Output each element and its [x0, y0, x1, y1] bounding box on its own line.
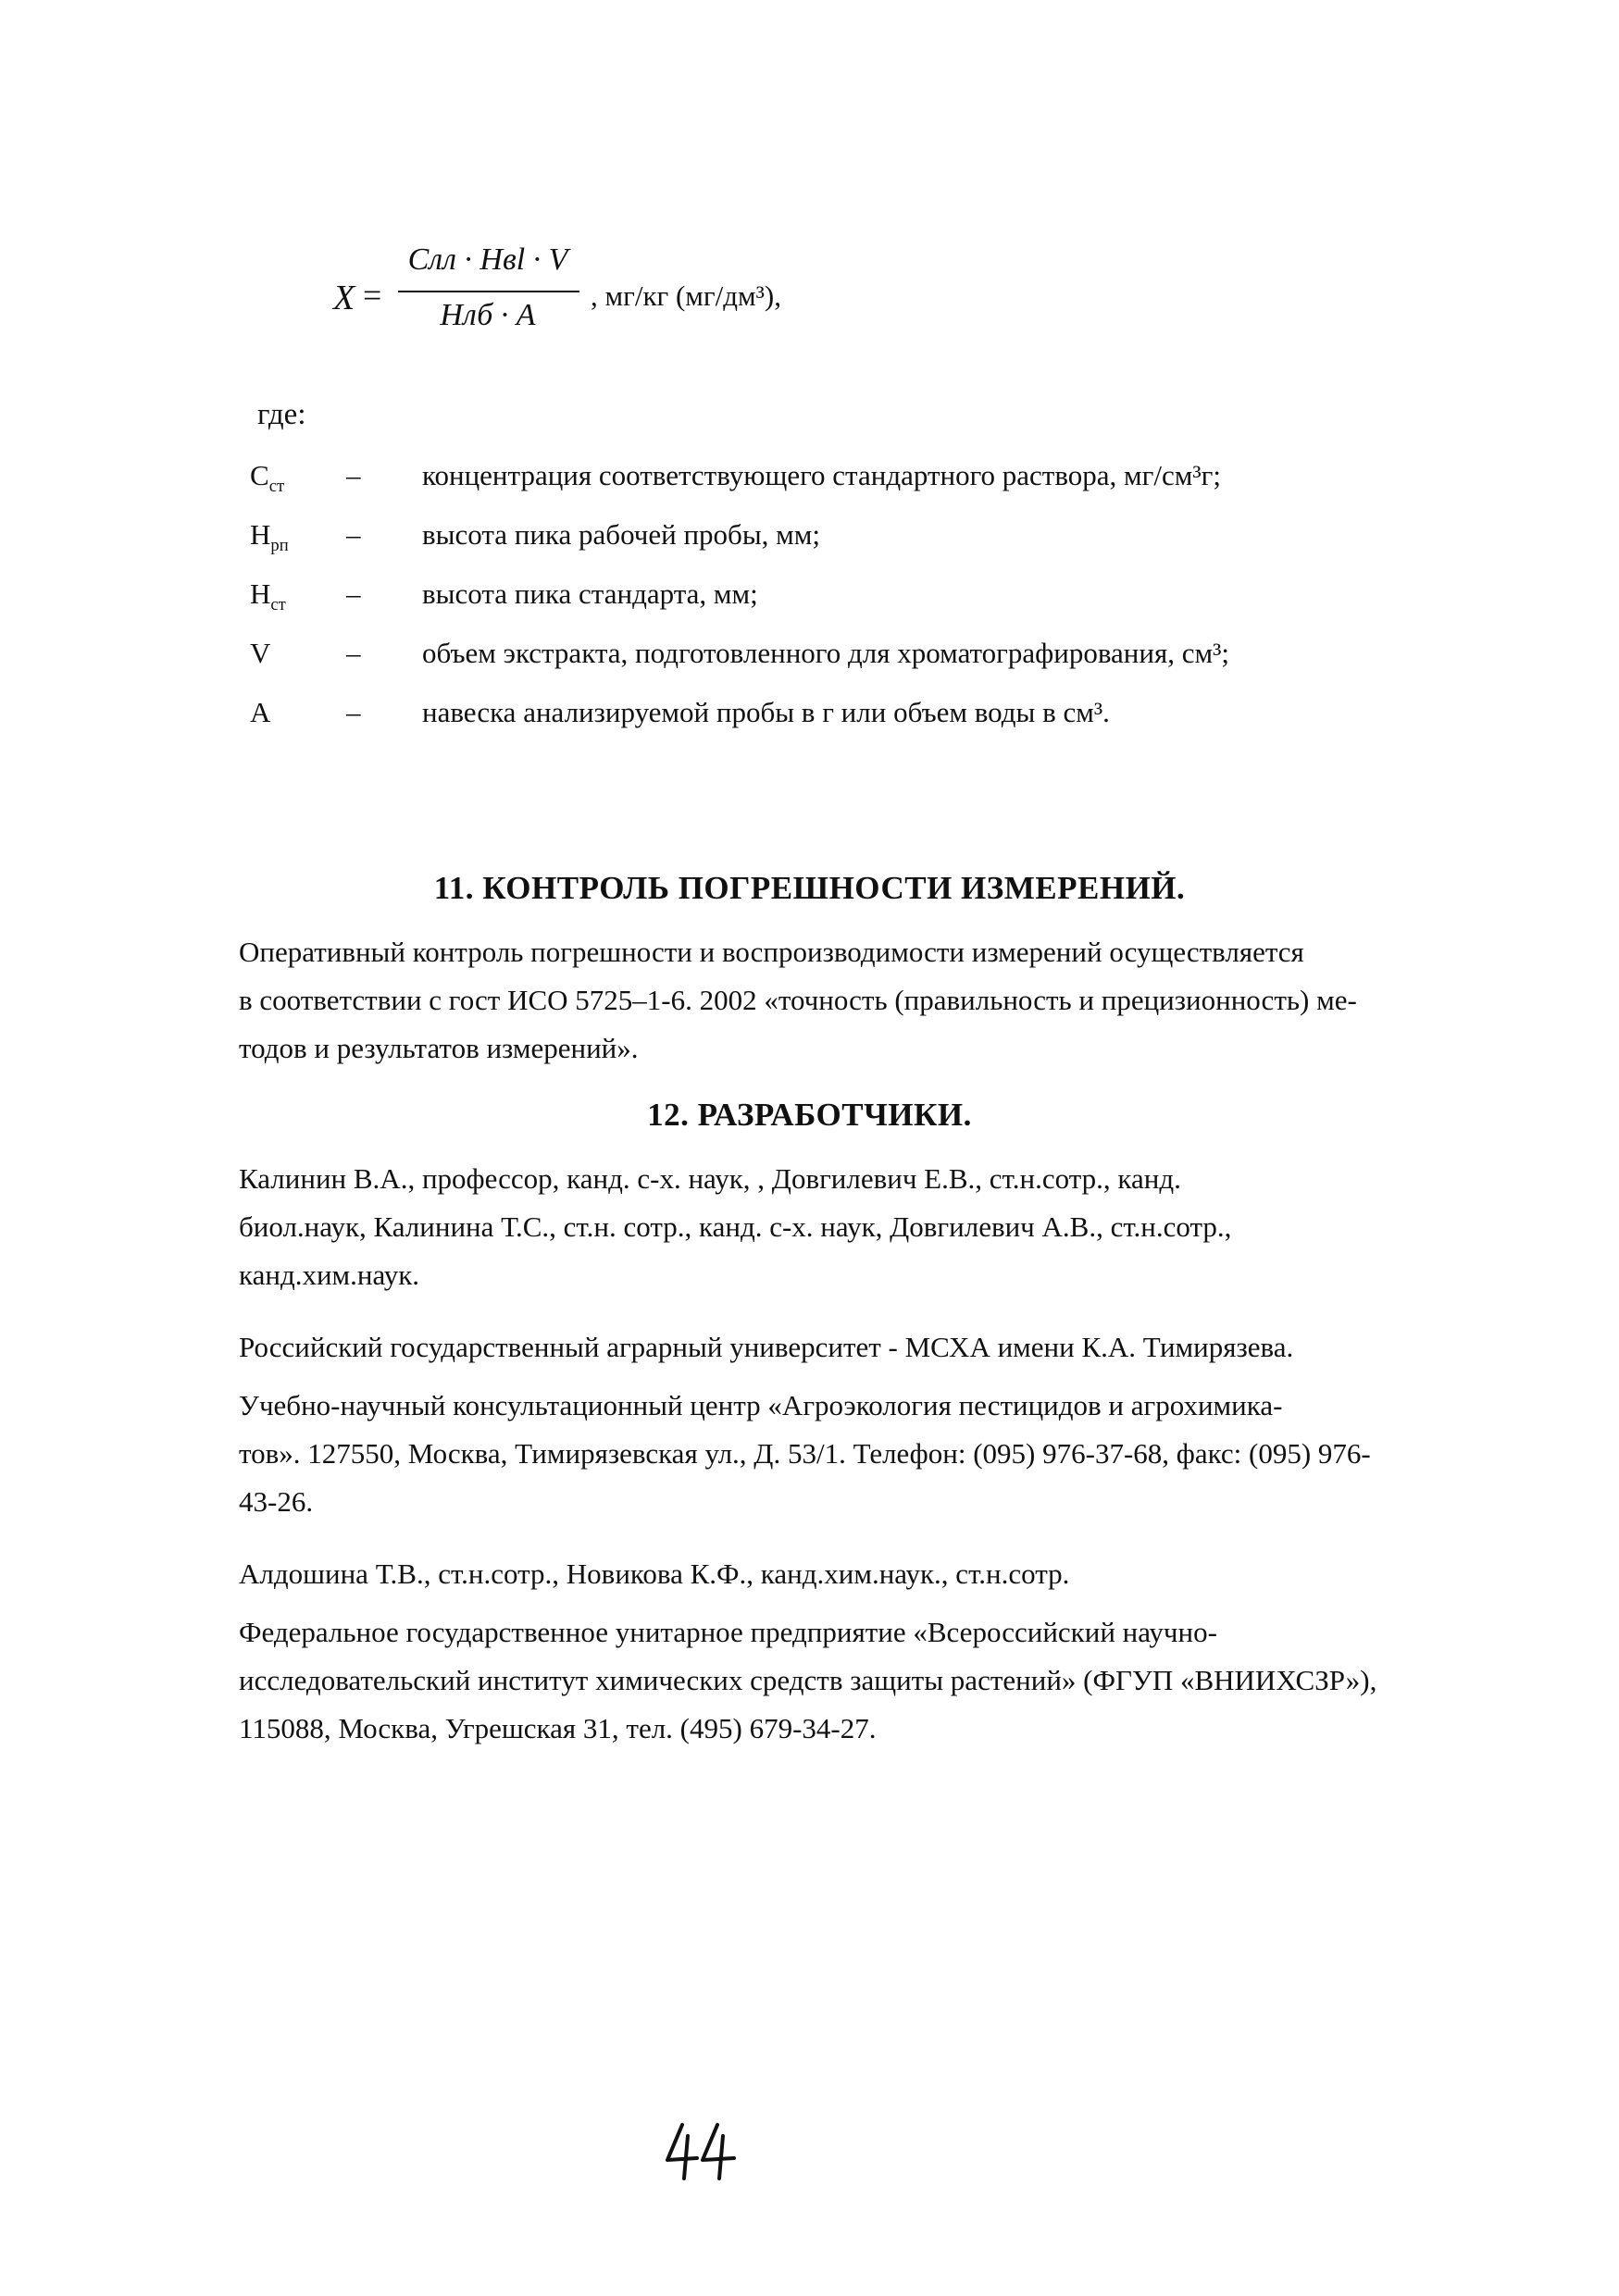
legend-row	[250, 518, 1453, 577]
legend-symbol: $H_{рп}$	[250, 518, 289, 556]
formula-equals: =	[363, 277, 382, 314]
legend-dash: –	[346, 637, 361, 669]
formula	[333, 242, 926, 354]
legend-row	[250, 696, 1453, 755]
section-11-body	[239, 928, 1451, 1073]
text-line: 115088, Москва, Угрешская 31, тел. (495) 679-34-27.	[239, 1712, 877, 1744]
center-paragraph	[239, 1382, 1451, 1526]
text-line: тов». 127550, Москва, Тимирязевская ул., Д. 53/1. Телефон: (095) 976-37-68, факс: (095) 976-	[239, 1437, 1371, 1470]
text-line: в соответствии с гост ИСО 5725–1-6. 2002 «точность (правильность и прецизионность) ме-	[239, 984, 1357, 1016]
legend-dash: –	[346, 696, 361, 728]
legend-dash: –	[346, 518, 361, 551]
legend-dash: –	[346, 459, 361, 491]
symbol-legend	[250, 459, 1453, 755]
legend-symbol: $C_{ст}$	[250, 459, 285, 497]
text-line: Федеральное государственное унитарное предприятие «Всероссийский научно-	[239, 1616, 1217, 1648]
legend-symbol: A	[250, 696, 271, 728]
page-number	[662, 2119, 745, 2184]
text-line: канд.хим.наук.	[239, 1259, 420, 1291]
section-11-heading: 11. КОНТРОЛЬ ПОГРЕШНОСТИ ИЗМЕРЕНИЙ.	[433, 870, 1186, 906]
legend-symbol: V	[250, 637, 271, 669]
text-line: Алдошина Т.В., ст.н.сотр., Новикова К.Ф., канд.хим.наук., ст.н.сотр.	[239, 1558, 1070, 1590]
section-12-heading: 12. РАЗРАБОТЧИКИ.	[647, 1097, 972, 1133]
legend-row	[250, 459, 1453, 518]
institute-paragraph	[239, 1608, 1451, 1753]
text-line: Учебно-научный консультационный центр «Агроэкология пестицидов и агрохимика-	[239, 1389, 1283, 1421]
text-line: тодов и результатов измерений».	[239, 1032, 639, 1064]
legend-definition: объем экстракта, подготовленного для хроматографирования, см³;	[422, 637, 1230, 669]
text-line: Калинин В.А., профессор, канд. с-х. наук, , Довгилевич Е.В., ст.н.сотр., канд.	[239, 1162, 1181, 1195]
text-line: Оперативный контроль погрешности и воспроизводимости измерений осуществляется	[239, 936, 1304, 968]
text-line: 43-26.	[239, 1485, 314, 1518]
where-label: где:	[257, 398, 306, 431]
formula-numerator: Cлл · Hвl · V	[407, 242, 568, 277]
legend-dash: –	[346, 577, 361, 610]
legend-symbol: $H_{ст}$	[250, 577, 286, 615]
developers-paragraph-2	[239, 1550, 1451, 1598]
text-line: исследовательский институт химических средств защиты растений» (ФГУП «ВНИИХСЗР»),	[239, 1664, 1377, 1696]
developers-paragraph-1	[239, 1155, 1451, 1299]
legend-definition: высота пика рабочей пробы, мм;	[422, 518, 820, 551]
text-line: биол.наук, Калинина Т.С., ст.н. сотр., канд. с-х. наук, Довгилевич А.В., ст.н.сотр.,	[239, 1210, 1232, 1243]
legend-definition: концентрация соответствующего стандартного раствора, мг/см³г;	[422, 459, 1221, 491]
legend-definition: высота пика стандарта, мм;	[422, 577, 758, 610]
formula-unit: , мг/кг (мг/дм³),	[591, 279, 781, 312]
legend-row	[250, 577, 1453, 637]
university-line	[239, 1323, 1451, 1371]
formula-fraction-bar	[398, 291, 579, 292]
legend-definition: навеска анализируемой пробы в г или объем воды в см³.	[422, 696, 1110, 728]
formula-lhs: X	[333, 279, 355, 317]
formula-denominator: Hлб · A	[440, 298, 536, 332]
legend-row	[250, 637, 1453, 696]
text-line: Российский государственный аграрный университет - МСХА имени К.А. Тимирязева.	[239, 1331, 1294, 1363]
